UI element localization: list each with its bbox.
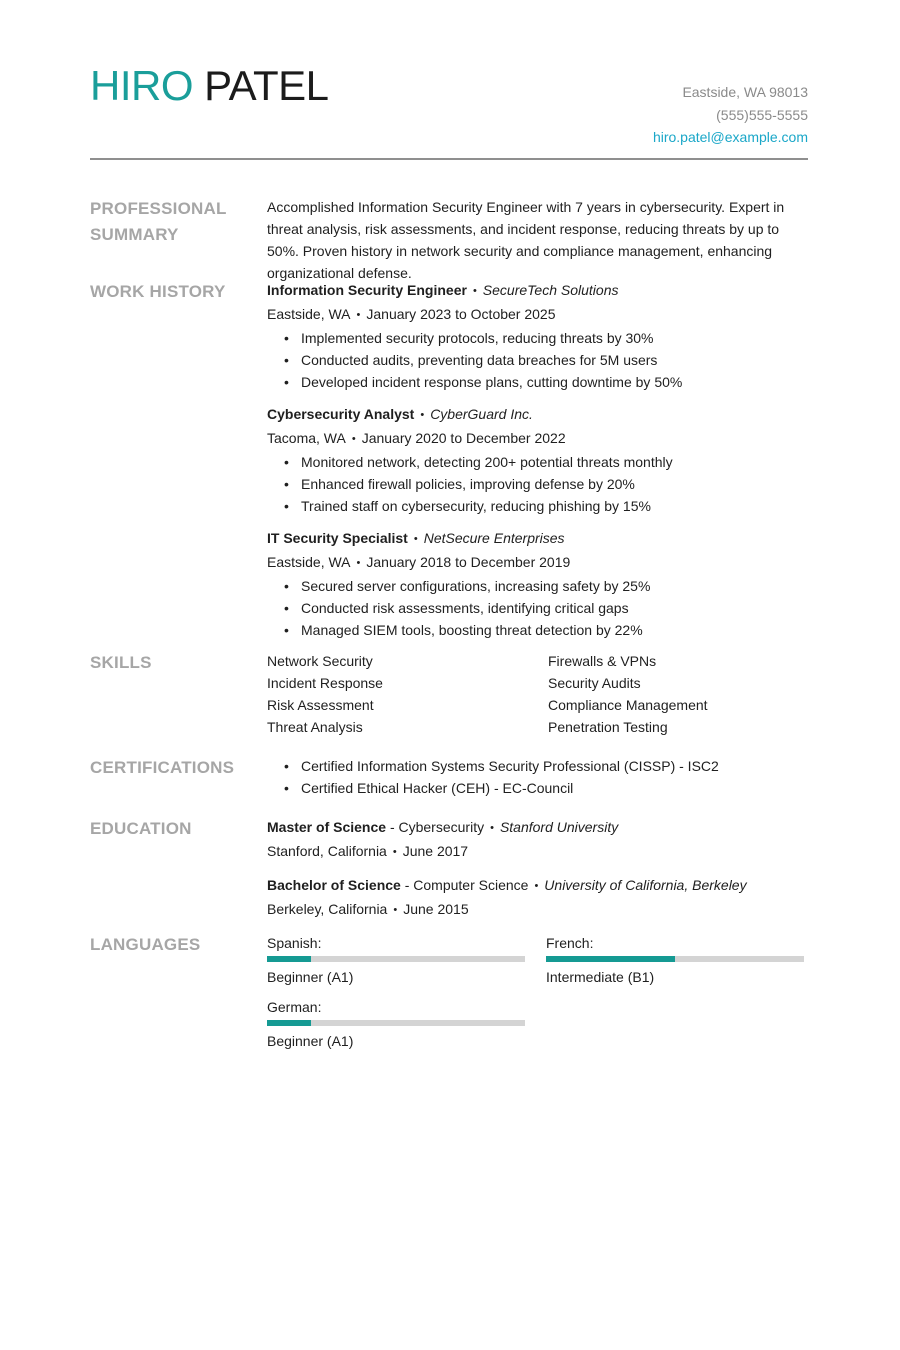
job-location: Eastside, WA xyxy=(267,306,351,322)
skill-item: Threat Analysis xyxy=(267,719,363,735)
separator-dot: • xyxy=(356,309,361,321)
job-meta xyxy=(267,303,808,327)
skill-item: Incident Response xyxy=(267,675,383,691)
candidate-name xyxy=(90,62,329,110)
skill-item: Risk Assessment xyxy=(267,697,374,713)
language-name: French: xyxy=(546,935,594,951)
job-meta xyxy=(267,427,808,451)
summary-label-line1: PROFESSIONAL xyxy=(90,199,227,218)
education-label: EDUCATION xyxy=(90,819,192,838)
separator-dot: • xyxy=(490,822,494,834)
separator-dot: • xyxy=(356,557,361,569)
separator-dot: • xyxy=(393,904,398,916)
job-title: Cybersecurity Analyst xyxy=(267,406,415,422)
education-meta xyxy=(267,840,808,864)
job-header xyxy=(267,279,808,303)
job-bullet: • Developed incident response plans, cutting downtime by 50% xyxy=(284,371,808,393)
job-entry xyxy=(267,403,808,517)
education-location: Stanford, California xyxy=(267,843,387,859)
proficiency-fill xyxy=(267,956,311,962)
summary-label xyxy=(90,196,240,248)
skill-item: Security Audits xyxy=(548,675,641,691)
certification-item: • Certified Ethical Hacker (CEH) - EC-Council xyxy=(284,777,808,799)
summary-label-line2: SUMMARY xyxy=(90,225,179,244)
language-level: Beginner (A1) xyxy=(267,1033,354,1049)
header-divider xyxy=(90,158,808,160)
skill-item: Firewalls & VPNs xyxy=(548,653,657,669)
job-bullets xyxy=(267,575,808,641)
skill-item: Compliance Management xyxy=(548,697,708,713)
contact-block xyxy=(653,81,808,149)
job-bullet: • Managed SIEM tools, boosting threat detection by 22% xyxy=(284,619,808,641)
language-level: Beginner (A1) xyxy=(267,969,354,985)
job-entry xyxy=(267,527,808,641)
work-history-label: WORK HISTORY xyxy=(90,282,226,301)
job-company: NetSecure Enterprises xyxy=(423,530,565,546)
certifications-content xyxy=(267,755,808,799)
skills-label: SKILLS xyxy=(90,653,152,672)
job-meta xyxy=(267,551,808,575)
summary-text: Accomplished Information Security Engineer with 7 years in cybersecurity. Expert in threat analysis, risk assessments, and incident response, reducing threats by up to 50%. Proven history in network security and compliance management, enhancing organizational defense. xyxy=(267,199,785,281)
education-header xyxy=(267,874,808,898)
separator-dot: • xyxy=(534,880,539,892)
education-entry xyxy=(267,874,808,922)
language-entry xyxy=(267,996,546,1052)
job-bullets xyxy=(267,327,808,393)
job-title: Information Security Engineer xyxy=(267,282,467,298)
separator-dot: • xyxy=(413,533,418,545)
language-entry xyxy=(546,932,808,988)
field-of-study: - Cybersecurity xyxy=(386,819,485,835)
last-name: PATEL xyxy=(204,62,329,109)
language-name: German: xyxy=(267,999,322,1015)
certifications-label: CERTIFICATIONS xyxy=(90,758,235,777)
job-header xyxy=(267,527,808,551)
graduation-date: June 2015 xyxy=(403,901,469,917)
job-location: Tacoma, WA xyxy=(267,430,346,446)
education-meta xyxy=(267,898,808,922)
skill-item: Network Security xyxy=(267,653,373,669)
job-bullet: • Conducted risk assessments, identifying critical gaps xyxy=(284,597,808,619)
separator-dot: • xyxy=(351,433,356,445)
job-bullet: • Implemented security protocols, reducing threats by 30% xyxy=(284,327,808,349)
language-level: Intermediate (B1) xyxy=(546,969,655,985)
job-bullet: • Trained staff on cybersecurity, reducing phishing by 15% xyxy=(284,495,808,517)
job-company: CyberGuard Inc. xyxy=(430,406,533,422)
language-name: Spanish: xyxy=(267,935,322,951)
languages-label: LANGUAGES xyxy=(90,935,201,954)
education-entry xyxy=(267,816,808,864)
proficiency-bar xyxy=(546,956,804,962)
skill-item: Penetration Testing xyxy=(548,719,668,735)
separator-dot: • xyxy=(392,846,397,858)
education-location: Berkeley, California xyxy=(267,901,388,917)
job-bullet: • Monitored network, detecting 200+ potential threats monthly xyxy=(284,451,808,473)
job-bullet: • Enhanced firewall policies, improving defense by 20% xyxy=(284,473,808,495)
certification-list xyxy=(267,755,808,799)
proficiency-fill xyxy=(267,1020,311,1026)
job-dates: January 2023 to October 2025 xyxy=(366,306,556,322)
job-entry xyxy=(267,279,808,393)
job-dates: January 2018 to December 2019 xyxy=(366,554,571,570)
separator-dot: • xyxy=(472,285,477,297)
graduation-date: June 2017 xyxy=(402,843,469,859)
school: Stanford University xyxy=(499,819,619,835)
work-history-content xyxy=(267,279,808,651)
education-header xyxy=(267,816,808,840)
job-dates: January 2020 to December 2022 xyxy=(361,430,566,446)
proficiency-fill xyxy=(546,956,675,962)
school: University of California, Berkeley xyxy=(544,877,747,893)
job-title: IT Security Specialist xyxy=(267,530,408,546)
proficiency-bar xyxy=(267,956,525,962)
job-company: SecureTech Solutions xyxy=(482,282,619,298)
job-location: Eastside, WA xyxy=(267,554,351,570)
certification-item: • Certified Information Systems Security Professional (CISSP) - ISC2 xyxy=(284,755,808,777)
address: Eastside, WA 98013 xyxy=(682,84,808,100)
first-name: HIRO xyxy=(90,62,193,109)
job-bullet: • Conducted audits, preventing data breaches for 5M users xyxy=(284,349,808,371)
education-content xyxy=(267,816,808,932)
phone: (555)555-5555 xyxy=(716,106,808,123)
field-of-study: - Computer Science xyxy=(400,877,529,893)
job-header xyxy=(267,403,808,427)
degree: Bachelor of Science xyxy=(267,877,401,893)
email-link[interactable]: hiro.patel@example.com xyxy=(652,129,808,145)
proficiency-bar xyxy=(267,1020,525,1026)
job-bullet: • Secured server configurations, increasing safety by 25% xyxy=(284,575,808,597)
language-entry xyxy=(267,932,546,988)
skills-grid xyxy=(267,650,808,738)
degree: Master of Science xyxy=(267,819,387,835)
languages-grid xyxy=(267,932,808,1052)
separator-dot: • xyxy=(420,409,425,421)
job-bullets xyxy=(267,451,808,517)
